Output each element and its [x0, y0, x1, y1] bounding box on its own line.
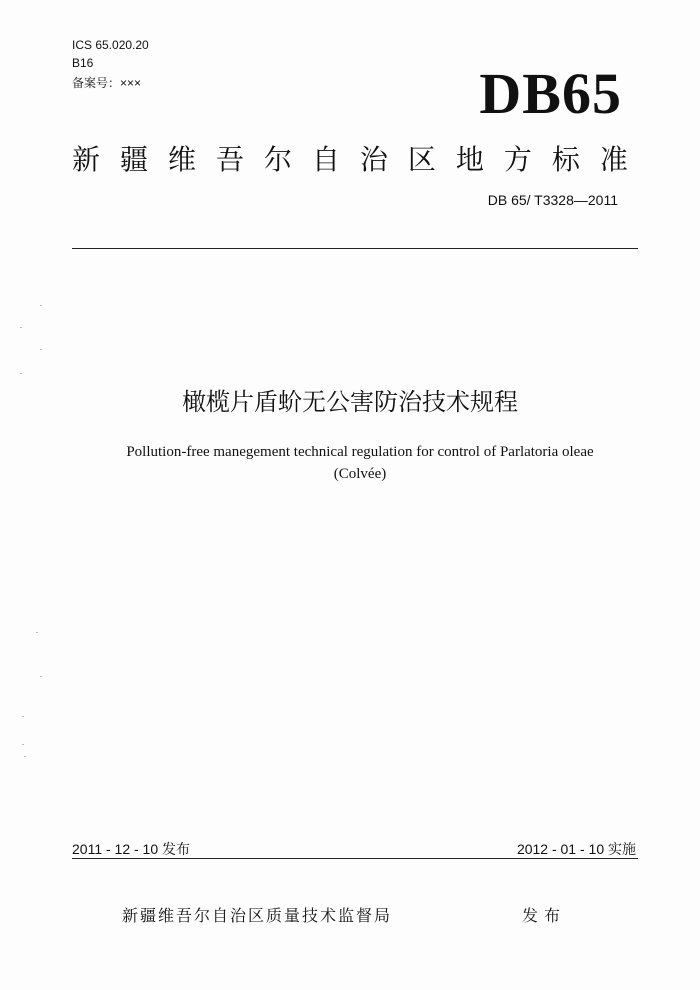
document-title-cn: 橄榄片盾蚧无公害防治技术规程 [182, 388, 518, 416]
scan-speck [40, 349, 42, 350]
document-title-en-line2: (Colvée) [333, 466, 387, 482]
document-title-en [70, 441, 650, 485]
title-char: 自 [311, 143, 340, 176]
scan-speck [36, 632, 38, 633]
title-char: 准 [599, 143, 628, 176]
title-char: 维 [167, 143, 196, 176]
scan-speck [22, 744, 24, 745]
title-char: 治 [359, 143, 388, 176]
classification-code: B16 [72, 56, 94, 70]
scan-speck [40, 676, 42, 677]
document-title-en-line1: Pollution-free manegement technical regulation for control of Parlatoria oleae [126, 444, 594, 460]
ics-code: ICS 65.020.20 [72, 38, 149, 52]
title-char: 地 [455, 143, 484, 176]
standard-category-title [72, 138, 628, 178]
standard-code-logo: DB65 [479, 61, 622, 126]
title-char: 尔 [263, 143, 292, 176]
scan-speck [22, 716, 24, 717]
header-divider [72, 248, 638, 249]
scan-speck [24, 756, 26, 757]
scan-speck [20, 327, 22, 328]
title-char: 标 [551, 143, 580, 176]
scan-speck [40, 305, 42, 306]
title-char: 方 [503, 143, 532, 176]
issuing-authority: 新疆维吾尔自治区质量技术监督局 [122, 906, 393, 925]
implementation-date: 2012 - 01 - 10 实施 [516, 841, 636, 857]
scan-speck [20, 373, 22, 374]
footer-divider [72, 858, 638, 859]
title-char: 新 [72, 143, 101, 176]
release-date: 2011 - 12 - 10 发布 [72, 841, 191, 857]
issue-label: 发布 [522, 906, 567, 925]
title-char: 区 [407, 143, 436, 176]
title-char: 吾 [215, 143, 244, 176]
standard-number: DB 65/ T3328—2011 [487, 192, 618, 208]
title-char: 疆 [119, 143, 148, 176]
record-number: 备案号：××× [72, 76, 142, 90]
